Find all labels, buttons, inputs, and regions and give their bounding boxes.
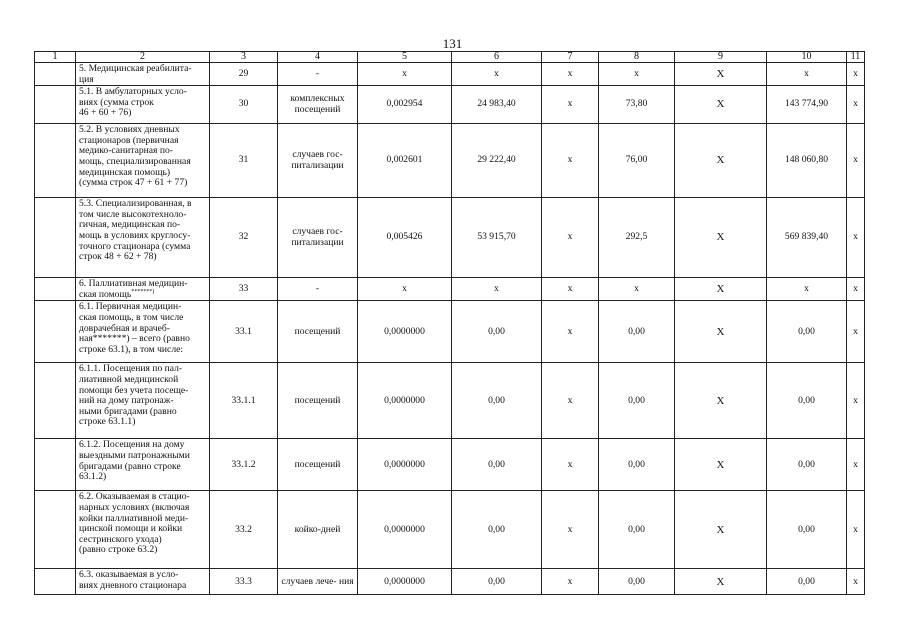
cell-col-5: 0,0000000 — [358, 491, 452, 569]
table-row — [35, 86, 865, 124]
cell-col-10: 0,00 — [767, 301, 847, 363]
cell-col-1 — [35, 569, 76, 595]
cell-col-10: 0,00 — [767, 439, 847, 491]
cell-col-4: посещений — [278, 301, 358, 363]
cell-col-7: x — [542, 569, 599, 595]
column-header-7: 7 — [542, 52, 599, 63]
cell-col-5: 0,0000000 — [358, 439, 452, 491]
cell-col-11: x — [847, 439, 865, 491]
cell-col-7: x — [542, 124, 599, 198]
column-header-1: 1 — [35, 52, 76, 63]
cell-col-7: x — [542, 363, 599, 439]
description-line: выездными патронажными — [79, 449, 190, 461]
description-line: цинской помощи и койки — [79, 523, 183, 535]
cell-col-11: x — [847, 569, 865, 595]
cell-col-9: X — [675, 363, 767, 439]
cell-col-9: X — [675, 569, 767, 595]
cell-col-8: 76,00 — [599, 124, 675, 198]
cell-col-1 — [35, 124, 76, 198]
page-number: 131 — [442, 36, 463, 51]
cell-col-9: X — [675, 439, 767, 491]
description-line: 5.2. В условиях дневных — [79, 124, 180, 136]
cell-col-5: x — [358, 63, 452, 86]
cell-col-3: 31 — [210, 124, 278, 198]
cell-col-9: X — [675, 278, 767, 301]
cell-col-5: 0,002954 — [358, 86, 452, 124]
cell-col-11: x — [847, 198, 865, 278]
description-line: 6.1.2. Посещения на дому — [79, 439, 185, 451]
cell-col-5: x — [358, 278, 452, 301]
cell-col-7: x — [542, 439, 599, 491]
cell-col-5: 0,0000000 — [358, 301, 452, 363]
description-line: 46 + 60 + 76) — [79, 107, 132, 119]
cell-col-1 — [35, 363, 76, 439]
cell-col-3: 33 — [210, 278, 278, 301]
cell-col-6: x — [452, 278, 542, 301]
description-line: ская помощь — [79, 288, 132, 300]
cell-col-6: x — [452, 63, 542, 86]
row-description — [76, 198, 210, 278]
description-line: 63.1.2) — [79, 471, 107, 483]
row-description — [76, 301, 210, 363]
cell-col-7: x — [542, 278, 599, 301]
cell-col-3: 33.1 — [210, 301, 278, 363]
column-header-11: 11 — [847, 52, 865, 63]
table-row — [35, 301, 865, 363]
cell-col-6: 0,00 — [452, 301, 542, 363]
cell-col-7: x — [542, 63, 599, 86]
cell-col-11: x — [847, 86, 865, 124]
column-header-4: 4 — [278, 52, 358, 63]
table-row — [35, 363, 865, 439]
table-row — [35, 124, 865, 198]
cell-col-9: X — [675, 491, 767, 569]
cell-col-1 — [35, 198, 76, 278]
cell-col-1 — [35, 301, 76, 363]
row-description — [76, 124, 210, 198]
header-row — [35, 52, 865, 63]
cell-col-6: 0,00 — [452, 363, 542, 439]
cell-col-3: 32 — [210, 198, 278, 278]
cell-col-9: X — [675, 301, 767, 363]
cell-col-3: 29 — [210, 63, 278, 86]
description-line: том числе высокотехноло- — [79, 208, 187, 220]
cell-col-10: 148 060,80 — [767, 124, 847, 198]
description-line: мощь, специализированная — [79, 155, 191, 167]
cell-col-8: 0,00 — [599, 491, 675, 569]
cell-col-9: X — [675, 198, 767, 278]
description-line: строк 48 + 62 + 78) — [79, 251, 157, 263]
cell-col-4: - — [278, 63, 358, 86]
cell-col-4: комплексных посещений — [278, 86, 358, 124]
cell-col-7: x — [542, 198, 599, 278]
cell-col-4: случаев гос- питализации — [278, 198, 358, 278]
description-line: строке 63.1), в том числе: — [79, 343, 184, 355]
row-description — [76, 569, 210, 595]
cell-col-10: x — [767, 278, 847, 301]
row-description — [76, 439, 210, 491]
description-line: сестринского ухода) — [79, 533, 162, 545]
cell-col-3: 33.1.2 — [210, 439, 278, 491]
cell-col-5: 0,0000000 — [358, 569, 452, 595]
data-table — [34, 51, 865, 595]
cell-col-8: 0,00 — [599, 363, 675, 439]
description-line: бригадами (равно строке — [79, 460, 181, 472]
description-line: 6.1. Первичная медицин- — [79, 301, 182, 313]
description-line: (равно строке 63.2) — [79, 544, 158, 556]
row-description — [76, 86, 210, 124]
description-line: доврачебная и врачеб- — [79, 322, 170, 334]
cell-col-8: x — [599, 278, 675, 301]
description-line: ская помощь, в том числе — [79, 311, 184, 323]
description-line: 5.1. В амбулаторных усло- — [79, 86, 187, 98]
description-line: 6. Паллиативная медицин- — [79, 278, 188, 290]
cell-col-7: x — [542, 86, 599, 124]
cell-col-5: 0,005426 — [358, 198, 452, 278]
cell-col-5: 0,0000000 — [358, 363, 452, 439]
table-row — [35, 439, 865, 491]
cell-col-8: 73,80 — [599, 86, 675, 124]
cell-col-4: случаев лече- ния — [278, 569, 358, 595]
cell-col-10: 143 774,90 — [767, 86, 847, 124]
cell-col-1 — [35, 86, 76, 124]
description-line: виях дневного стационара — [79, 579, 187, 591]
column-header-3: 3 — [210, 52, 278, 63]
cell-col-3: 33.3 — [210, 569, 278, 595]
cell-col-1 — [35, 491, 76, 569]
cell-col-11: x — [847, 278, 865, 301]
table-row — [35, 491, 865, 569]
description-line: ными бригадами (равно — [79, 405, 177, 417]
footnote-marker: *******) — [131, 288, 155, 295]
cell-col-11: x — [847, 491, 865, 569]
cell-col-11: x — [847, 363, 865, 439]
cell-col-7: x — [542, 491, 599, 569]
description-line: 6.2. Оказываемая в стацио- — [79, 491, 190, 503]
cell-col-10: x — [767, 63, 847, 86]
description-line: (сумма строк 47 + 61 + 77) — [79, 177, 188, 189]
cell-col-8: 0,00 — [599, 301, 675, 363]
cell-col-6: 53 915,70 — [452, 198, 542, 278]
column-header-10: 10 — [767, 52, 847, 63]
cell-col-11: x — [847, 124, 865, 198]
cell-col-10: 0,00 — [767, 569, 847, 595]
description-line: лиативной медицинской — [79, 373, 179, 385]
description-line: 5.3. Специализированная, в — [79, 198, 192, 210]
column-header-6: 6 — [452, 52, 542, 63]
description-line: мощь в условиях круглосу- — [79, 229, 191, 241]
cell-col-3: 30 — [210, 86, 278, 124]
cell-col-5: 0,002601 — [358, 124, 452, 198]
description-line: медицинская помощь) — [79, 166, 171, 178]
cell-col-8: 0,00 — [599, 439, 675, 491]
cell-col-10: 0,00 — [767, 491, 847, 569]
description-line: строке 63.1.1) — [79, 416, 136, 428]
cell-col-6: 24 983,40 — [452, 86, 542, 124]
description-line: ная*******) – всего (равно — [79, 333, 190, 345]
cell-col-9: X — [675, 63, 767, 86]
table-row — [35, 198, 865, 278]
table-row — [35, 63, 865, 86]
row-description — [76, 63, 210, 86]
description-line: помощи без учета посеще- — [79, 384, 189, 396]
cell-col-1 — [35, 439, 76, 491]
description-line: медико-санитарная по- — [79, 145, 173, 157]
cell-col-7: x — [542, 301, 599, 363]
row-description — [76, 363, 210, 439]
cell-col-9: X — [675, 124, 767, 198]
column-header-8: 8 — [599, 52, 675, 63]
description-line: нарных условиях (включая — [79, 501, 190, 513]
table-row — [35, 569, 865, 595]
column-header-5: 5 — [358, 52, 452, 63]
cell-col-6: 29 222,40 — [452, 124, 542, 198]
description-line: 6.1.1. Посещения по пал- — [79, 363, 183, 375]
row-description — [76, 278, 210, 301]
cell-col-10: 569 839,40 — [767, 198, 847, 278]
cell-col-4: посещений — [278, 439, 358, 491]
table-row — [35, 278, 865, 301]
row-description — [76, 491, 210, 569]
column-header-2: 2 — [76, 52, 210, 63]
cell-col-6: 0,00 — [452, 491, 542, 569]
cell-col-11: x — [847, 63, 865, 86]
cell-col-3: 33.1.1 — [210, 363, 278, 439]
cell-col-4: случаев гос- питализации — [278, 124, 358, 198]
cell-col-4: - — [278, 278, 358, 301]
description-line: 5. Медицинская реабилита- — [79, 63, 192, 74]
cell-col-4: посещений — [278, 363, 358, 439]
cell-col-10: 0,00 — [767, 363, 847, 439]
description-line: ний на дому патронаж- — [79, 395, 174, 407]
cell-col-9: X — [675, 86, 767, 124]
cell-col-4: койко-дней — [278, 491, 358, 569]
cell-col-11: x — [847, 301, 865, 363]
column-header-9: 9 — [675, 52, 767, 63]
description-line: виях (сумма строк — [79, 96, 154, 108]
description-line: точного стационара (сумма — [79, 240, 191, 252]
description-line: койки паллиативной меди- — [79, 512, 189, 524]
description-line: 6.3. оказываемая в усло- — [79, 569, 179, 581]
description-line: гичная, медицинская по- — [79, 219, 181, 231]
cell-col-8: 292,5 — [599, 198, 675, 278]
description-line: стационаров (первичная — [79, 134, 179, 146]
cell-col-8: 0,00 — [599, 569, 675, 595]
cell-col-3: 33.2 — [210, 491, 278, 569]
cell-col-1 — [35, 278, 76, 301]
cell-col-6: 0,00 — [452, 569, 542, 595]
cell-col-8: x — [599, 63, 675, 86]
description-line: ция — [79, 73, 94, 85]
cell-col-6: 0,00 — [452, 439, 542, 491]
cell-col-1 — [35, 63, 76, 86]
